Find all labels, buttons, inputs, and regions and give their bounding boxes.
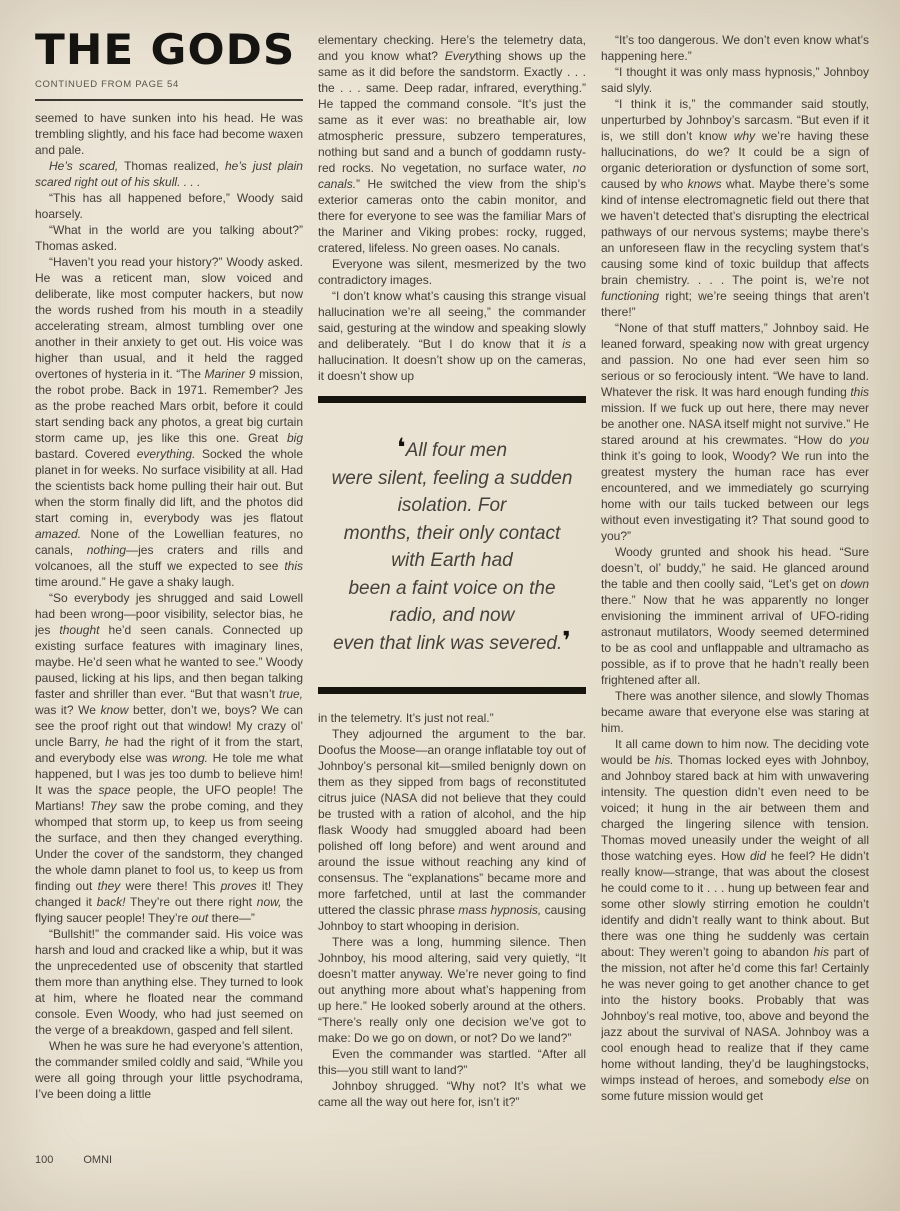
paragraph: It all came down to him now. The deciding vote would be his. Thomas locked eyes with Johnboy, and Johnboy stared back at him with unwavering intensity. The question didn’t even need to be voiced; it hung in the air between them and charged the lingering silence with tension. Thomas moved uneasily under the weight of all those watching eyes. How did he feel? He didn’t really know—strange, that was about the closest he could come to it . . . hung up between fear and some other slowly stirring emotion he couldn’t identify and didn’t really want to think about. But there was one thing he suddenly was certain about: They weren’t going to abandon his part of the mission, not after he’d come this far! Certainly he was never going to get another chance to get into the history books. Probably that was Johnboy’s real motive, too, above and beyond the jazz about the survival of NASA. Johnboy was a cool enough head to realize that if they came home without landing, they’d be laughingstocks, wimps instead of heroes, and somebody else on some future mission would get: [601, 737, 869, 1103]
paragraph: “What in the world are you talking about?” Thomas asked.: [35, 223, 303, 253]
column-3: [601, 28, 869, 1152]
pull-quote: [318, 403, 586, 687]
continued-from-line: CONTINUED FROM PAGE 54: [35, 79, 180, 90]
paragraph: When he was sure he had everyone’s attention, the commander smiled coldly and said, “While you were all going through your little psychodrama, I’ve been doing a little: [35, 1039, 303, 1101]
pull-quote-line: with Earth had: [391, 550, 513, 571]
page-number: 100: [35, 1154, 54, 1166]
paragraph: “I think it is,” the commander said stoutly, unperturbed by Johnboy’s sarcasm. “But even if it is, we still don’t know why we’re having these hallucinations, do we? It could be a sign of organic deterioration or dysfunction of some sort, caused by who knows what. Maybe there’s some kind of intense electromagnetic field out there that we haven’t detected that’s disrupting the electrical pathways of our nervous systems; maybe there’s an unforeseen flaw in the recycling system that’s causing some kind of toxic buildup that affects brain chemistry. . . . The point is, we’re not functioning right; we’re seeing things that aren’t there!”: [601, 97, 869, 319]
paragraph: There was a long, humming silence. Then Johnboy, his mood altering, said very quietly, “It doesn’t matter anyway. We’re never going to find out anything more about what’s happening from up here.” He looked soberly around at the others. “There’s really only one decision we’ve got to make: Do we go on down, or not? Do we land?”: [318, 935, 586, 1045]
close-quote-ornament: ❜: [562, 626, 571, 655]
pull-quote-text: All four men: [405, 440, 508, 461]
pull-quote-line: radio, and now: [389, 605, 515, 626]
masthead-divider: [35, 99, 303, 101]
paragraph: There was another silence, and slowly Thomas became aware that everyone else was staring at him.: [601, 689, 869, 735]
paragraph: elementary checking. Here’s the telemetry data, and you know what? Everything shows up the same as it did before the sandstorm. Exactly . . . the . . . same. Deep radar, infrared, everything.” He tapped the command console. “It’s just the same as it ever was: no breathable air, low atmospheric pressure, subzero temperatures, nothing but sand and a bunch of goddamn rusty-red rocks. No vegetation, no surface water, no canals.” He switched the view from the ship’s exterior cameras onto the cabin monitor, and there for everyone to see was the familiar Mars of the Mariner and Viking probes: rocky, rugged, cratered, lifeless. No green oases. No canals.: [318, 33, 586, 255]
paragraph: Woody grunted and shook his head. “Sure doesn’t, ol’ buddy,” he said. He glanced around the table and then coolly said, “Let’s get on down there.” Now that he was apparently no longer envisioning the imminent arrival of UFO-riding astronaut mutilators, Woody seemed determined to be as cool and unflappable and ultramacho as possible, as if to prove that he hadn’t really been frightened after all.: [601, 545, 869, 687]
paragraph: Even the commander was startled. “After all this—you still want to land?”: [318, 1047, 586, 1077]
paragraph: They adjourned the argument to the bar. Doofus the Moose—an orange inflatable toy out of Johnboy’s personal kit—smiled benignly down on them as they sipped from bags of reconstituted citrus juice (NASA did not believe that they could be trusted with a ration of alcohol, and the hip flask Woody had smuggled aboard had been polished off long before) and went around and around the issue without reaching any kind of consensus. The “explanations” became more and more farfetched, until at last the commander uttered the classic phrase mass hypnosis, causing Johnboy to start whooping in derision.: [318, 727, 586, 933]
paragraph: “Bullshit!” the commander said. His voice was harsh and loud and cracked like a whip, but it was the unprecedented use of obscenity that startled them more than anything else. They turned to look at him, where he floated near the command console. Even Woody, who had just seemed on the verge of a breakdown, gasped and fell silent.: [35, 927, 303, 1037]
paragraph: He’s scared, Thomas realized, he’s just plain scared right out of his skull. . . .: [35, 159, 303, 189]
pull-quote-bottom-rule: [318, 687, 586, 694]
pull-quote-line: months, their only contact: [343, 522, 561, 544]
paragraph: “This has all happened before,” Woody said hoarsely.: [35, 191, 303, 221]
pull-quote-line: were silent, feeling a sudden: [331, 467, 573, 489]
page-footer: [35, 1154, 112, 1166]
article-title: THE GODS: [35, 28, 296, 74]
paragraph: Everyone was silent, mesmerized by the two contradictory images.: [318, 257, 586, 287]
masthead: [35, 28, 303, 101]
paragraph: “It’s too dangerous. We don’t even know what’s happening here.”: [601, 33, 869, 63]
paragraph: in the telemetry. It’s just not real.”: [318, 711, 494, 725]
pull-quote-block: [318, 396, 586, 694]
pull-quote-line: [322, 434, 582, 465]
paragraph: Johnboy shrugged. “Why not? It’s what we came all the way out here for, isn’t it?”: [318, 1079, 586, 1109]
paragraph: seemed to have sunken into his head. He was trembling slightly, and his face had become waxen and pale.: [35, 111, 303, 157]
pull-quote-line: [322, 626, 582, 658]
pull-quote-line: isolation. For: [397, 495, 507, 516]
pull-quote-text: even that link was severed.: [333, 632, 563, 654]
pull-quote-line: been a faint voice on the: [348, 577, 556, 599]
column-2: [318, 28, 586, 1152]
paragraph: “I don’t know what’s causing this strange visual hallucination we’re all seeing,” the commander said, gesturing at the window and speaking slowly and deliberately. “But I do know that it is a hallucination. It doesn’t show up on the cameras, it doesn’t show up: [318, 289, 586, 383]
paragraph: “So everybody jes shrugged and said Lowell had been wrong—poor visibility, selector bias, he jes thought he’d seen canals. Connected up existing surface features with imaginary lines, maybe. He’d seen what he wanted to see.” Woody paused, licking at his lips, and then began talking faster and shriller than ever. “But that wasn’t true, was it? We know better, don’t we, boys? We can see the proof right out that window! My crazy ol’ uncle Barry, he had the right of it from the start, and everybody else was wrong. He tole me what happened, but I was jes too dumb to believe him! It was the space people, the UFO people! The Martians! They saw the probe coming, and they whomped that storm up, to keep us from seeing the surface, and then they changed everything. Under the cover of the sandstorm, they changed the whole damn planet to fool us, to keep us from finding out they were there! This proves it! They changed it back! They’re out there right now, the flying saucer people! They’re out there—”: [35, 591, 303, 925]
open-quote-ornament: ❛: [396, 434, 406, 462]
magazine-name: OMNI: [83, 1154, 113, 1166]
pull-quote-top-rule: [318, 396, 586, 403]
paragraph: “Haven’t you read your history?” Woody asked. He was a reticent man, slow voiced and deliberate, like most computer hackers, but now the words rushed from his mouth in a steadily accelerating stream, almost tumbling over one another in their anxiety to get out. His voice was higher than usual, and it held the ragged overtones of hysteria in it. “The Mariner 9 mission, the robot probe. Back in 1971. Remember? Jes as the probe reached Mars orbit, before it could start sending back any photos, a great big curtain storm came up, jes like this one. Great big bastard. Covered everything. Socked the whole planet in for weeks. No surface visibility at all. Had the scientists back home pulling their hair out. But when the storm finally did lift, and the photos did start coming in, everybody was jes flatout amazed. None of the Lowellian features, no canals, nothing—jes craters and rills and volcanoes, all the stuff we expected to see this time around.” He gave a shaky laugh.: [35, 255, 303, 589]
paragraph: “None of that stuff matters,” Johnboy said. He leaned forward, speaking now with great urgency and passion. No one had ever seen him so serious or so ferociously intent. “We have to land. Whatever the risk. It was hard enough funding this mission. If we fuck up out here, there may never be another one. NASA itself might not survive.” He stared around at his crewmates. “How do you think it’s going to look, Woody? We run into the greatest mystery the human race has ever encountered, and we immediately go scurrying home with our tails tucked between our legs without even investigating it? That sound good to you?”: [601, 321, 869, 543]
column-1: [35, 28, 303, 1148]
paragraph: “I thought it was only mass hypnosis,” Johnboy said slyly.: [601, 65, 869, 95]
